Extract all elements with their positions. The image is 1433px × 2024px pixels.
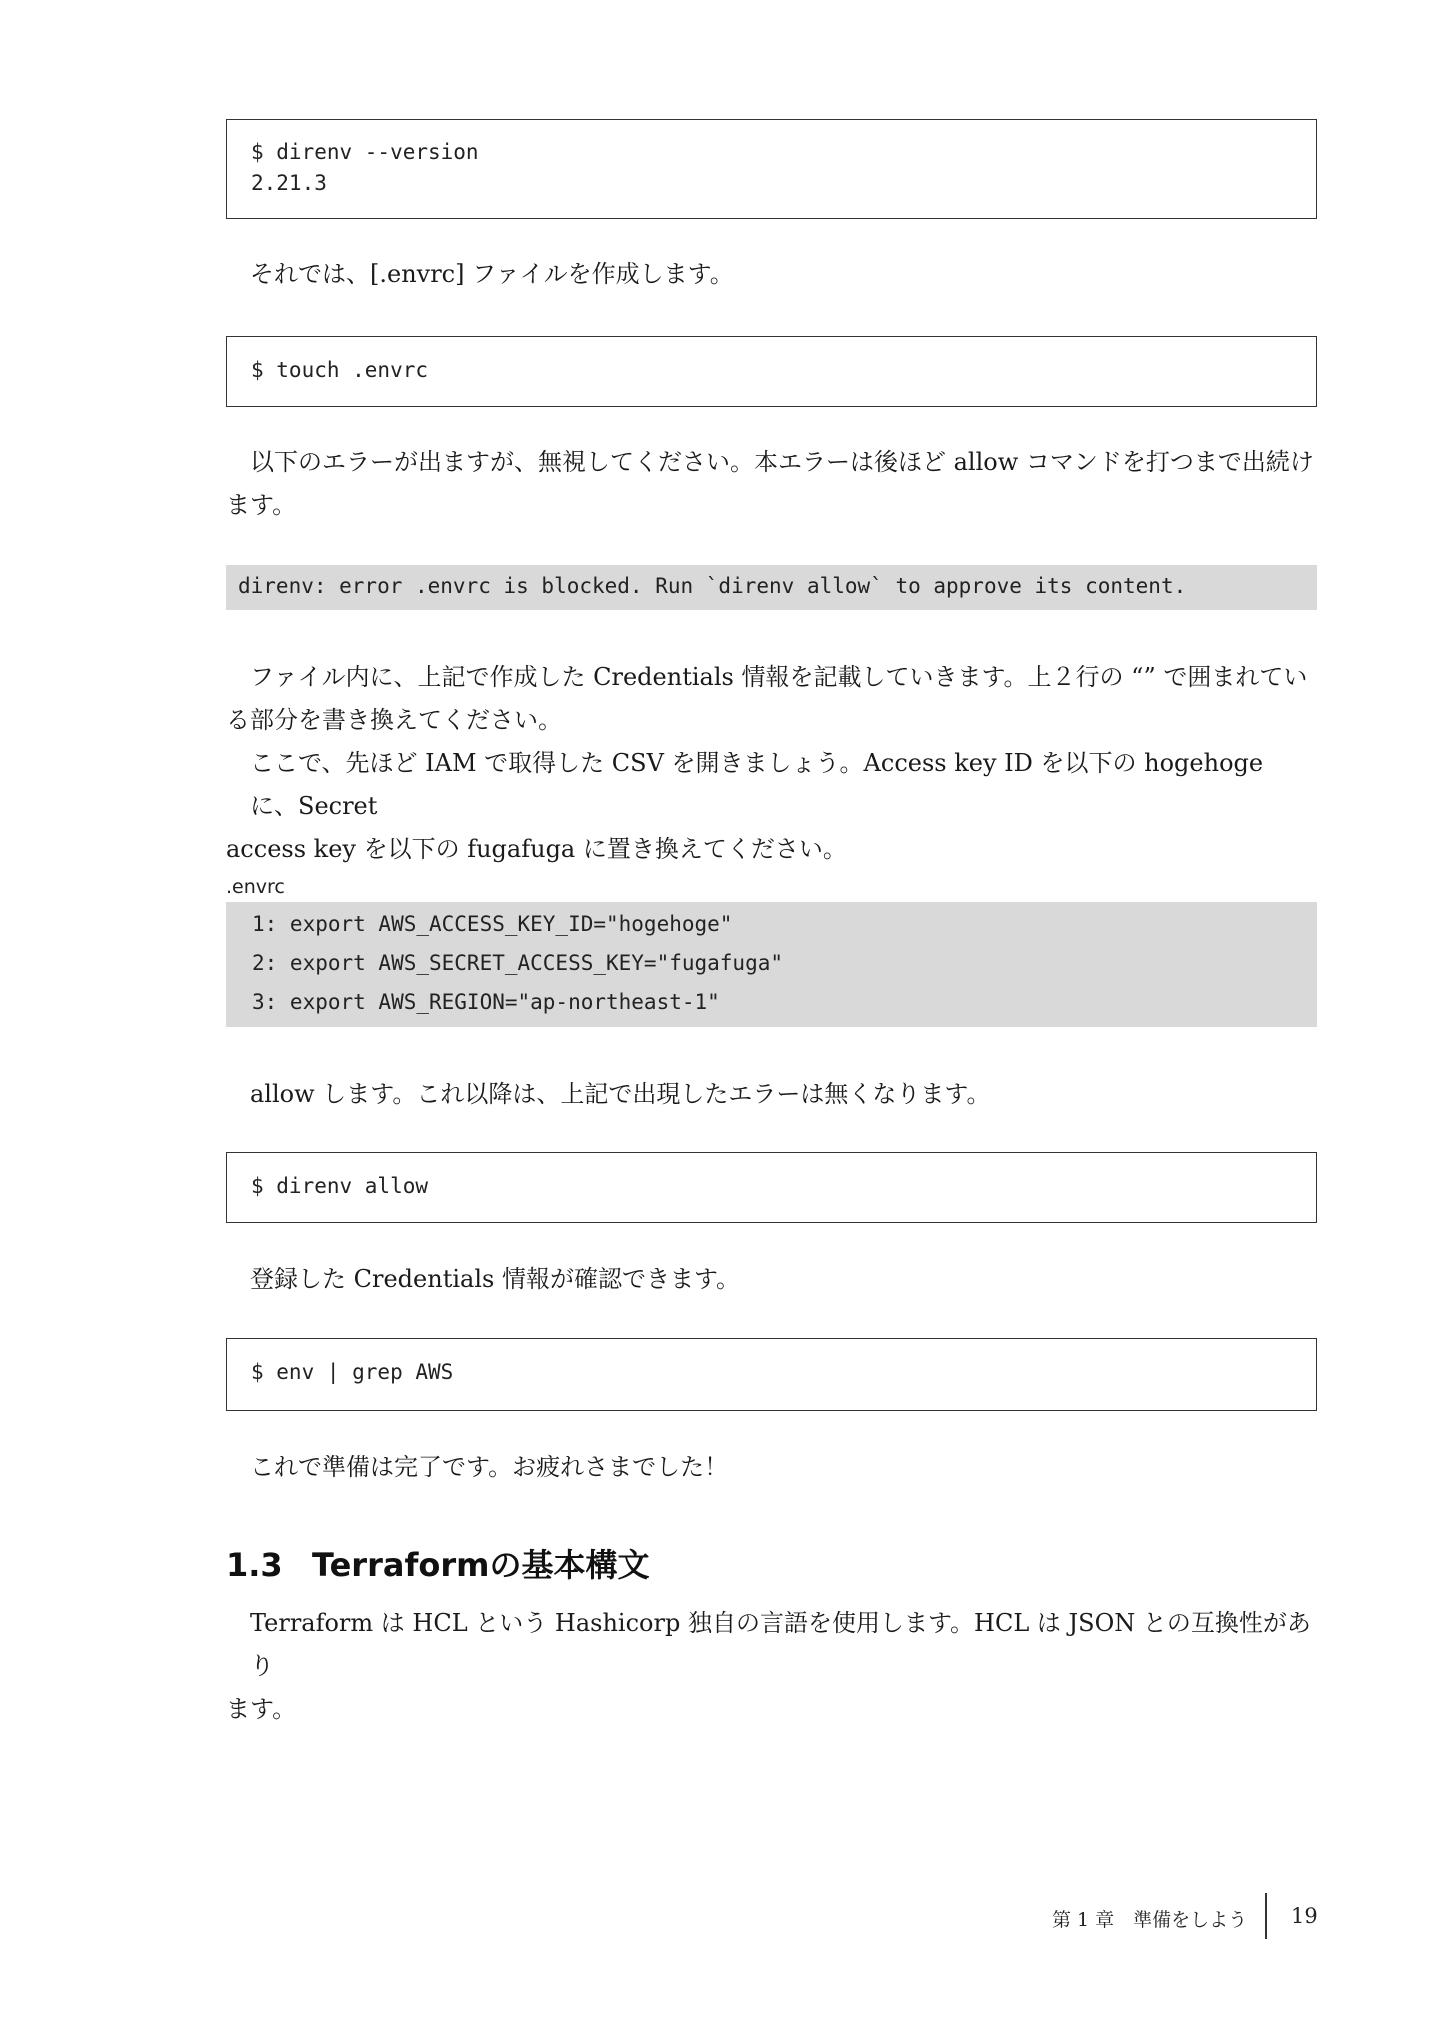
text-line: ます。 xyxy=(226,1695,297,1723)
code-line: $ direnv --version xyxy=(251,140,479,164)
code-block-direnv-allow xyxy=(226,1152,1317,1223)
text-line: 登録した Credentials 情報が確認できます。 xyxy=(250,1265,741,1293)
code-block-touch-envrc xyxy=(226,336,1317,407)
paragraph-confirm xyxy=(226,1258,1317,1301)
paragraph-done xyxy=(226,1446,1317,1489)
footer-chapter-title: 第 1 章 準備をしよう xyxy=(1052,1909,1248,1931)
code-line: 2.21.3 xyxy=(251,171,327,195)
listing-line: 2: export AWS_SECRET_ACCESS_KEY="fugafuga" xyxy=(252,951,784,975)
listing-line: 1: export AWS_ACCESS_KEY_ID="hogehoge" xyxy=(252,912,733,936)
section-heading xyxy=(226,1540,649,1586)
text-line: これで準備は完了です。お疲れさまでした！ xyxy=(250,1453,729,1481)
code-line: $ env | grep AWS xyxy=(251,1360,454,1384)
text-line: ます。 xyxy=(226,491,297,519)
code-line: $ direnv allow xyxy=(251,1174,429,1198)
listing-caption: .envrc xyxy=(226,876,285,898)
text-line: ファイル内に、上記で作成した Credentials 情報を記載していきます。上２行の “” で囲まれてい xyxy=(250,663,1308,691)
text-line: ここで、先ほど IAM で取得した CSV を開きましょう。Access key ID を以下の hogehoge に、Secret xyxy=(250,749,1264,820)
paragraph-create-envrc xyxy=(226,253,1317,296)
text-line: access key を以下の fugafuga に置き換えてください。 xyxy=(226,835,847,863)
text-line: Terraform は HCL という Hashicorp 独自の言語を使用します。HCL は JSON との互換性があり xyxy=(250,1609,1311,1680)
footer-divider xyxy=(1265,1893,1267,1939)
listing-line: 3: export AWS_REGION="ap-northeast-1" xyxy=(252,990,720,1014)
text-line: それでは、[.envrc] ファイルを作成します。 xyxy=(250,260,734,288)
paragraph-error-note xyxy=(226,441,1317,527)
paragraph-allow xyxy=(226,1073,1317,1116)
envrc-listing-block xyxy=(226,902,1317,1027)
page-number: 19 xyxy=(1291,1904,1318,1928)
error-output-line: direnv: error .envrc is blocked. Run `direnv allow` to approve its content. xyxy=(238,574,1187,598)
paragraph-terraform-hcl xyxy=(226,1602,1317,1731)
section-number: 1.3 xyxy=(226,1546,283,1584)
text-line: 以下のエラーが出ますが、無視してください。本エラーは後ほど allow コマンドを打つまで出続け xyxy=(250,448,1314,476)
text-line: る部分を書き換えてください。 xyxy=(226,706,562,734)
code-block-direnv-version xyxy=(226,119,1317,219)
section-title: Terraformの基本構文 xyxy=(312,1546,650,1584)
error-output-block xyxy=(226,565,1317,610)
code-line: $ touch .envrc xyxy=(251,358,429,382)
code-block-env-grep xyxy=(226,1338,1317,1411)
text-line: allow します。これ以降は、上記で出現したエラーは無くなります。 xyxy=(250,1080,991,1108)
paragraph-credentials xyxy=(226,656,1317,871)
